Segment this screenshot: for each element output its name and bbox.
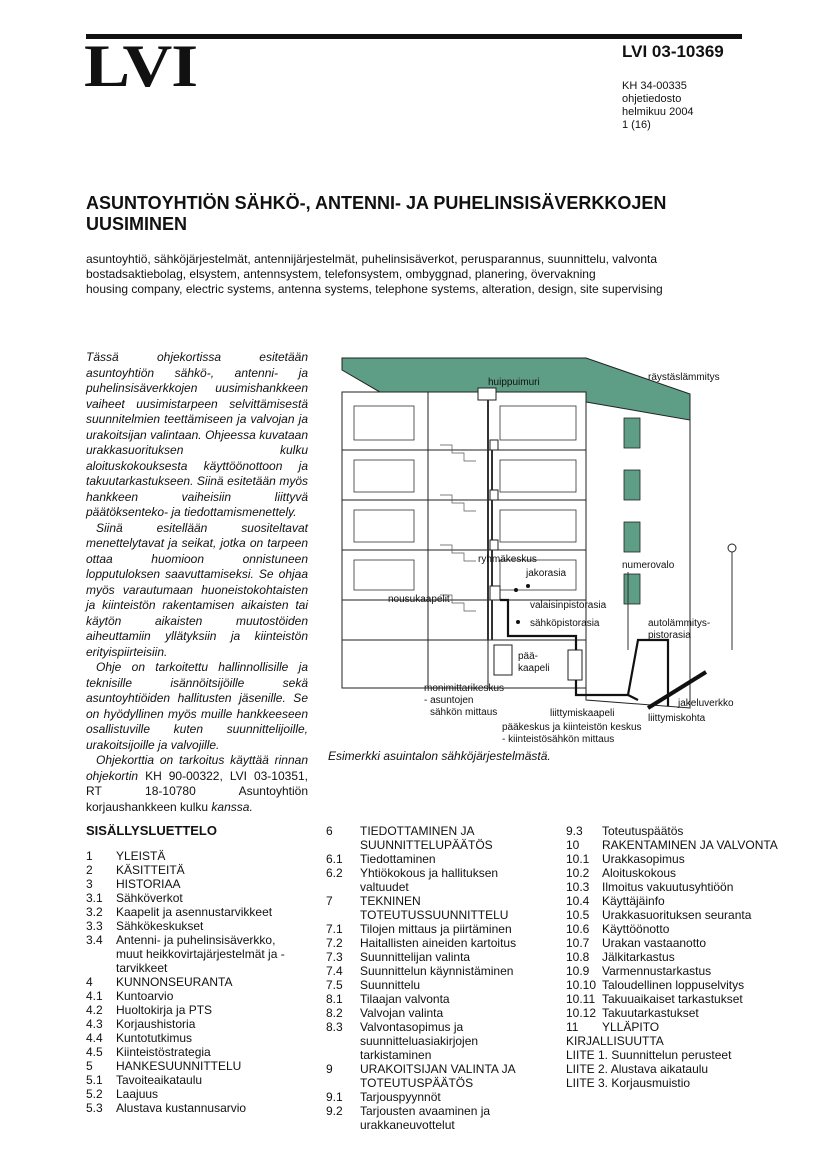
toc-column-2 bbox=[326, 824, 548, 1132]
toc-entry-number: 4.5 bbox=[86, 1045, 103, 1059]
toc-entry-title: Sähkökeskukset bbox=[116, 919, 204, 933]
label-paakeskus: pääkeskus ja kiinteistön keskus bbox=[502, 722, 642, 733]
toc-entry bbox=[326, 1104, 548, 1132]
toc-entry-title: Valvontasopimus ja suunnitteluasiakirjojen tarkistaminen bbox=[360, 1020, 479, 1062]
toc-entry-number: 7 bbox=[326, 894, 333, 908]
title-line-2: UUSIMINEN bbox=[86, 214, 188, 234]
toc-entry-title: TEKNINEN TOTEUTUSSUUNNITTELU bbox=[360, 894, 509, 922]
toc-entry bbox=[566, 992, 788, 1006]
toc-entry-title: Takuutarkastukset bbox=[602, 1006, 699, 1020]
toc-entry-title: URAKOITSIJAN VALINTA JA TOTEUTUSPÄÄTÖS bbox=[360, 1062, 515, 1090]
label-monimittari-2: - asuntojen bbox=[424, 695, 474, 706]
toc-entry bbox=[566, 950, 788, 964]
toc-entry-title: Haitallisten aineiden kartoitus bbox=[360, 936, 517, 950]
toc-entry-number: 9 bbox=[326, 1062, 333, 1076]
toc-entry-number: 4.3 bbox=[86, 1017, 103, 1031]
toc-entry-number: 5.1 bbox=[86, 1073, 103, 1087]
toc-entry-number: 2 bbox=[86, 863, 93, 877]
meta-code: KH 34-00335 bbox=[622, 80, 687, 92]
label-raystas: räystäslämmitys bbox=[648, 372, 720, 383]
toc-entry bbox=[86, 863, 296, 877]
toc-entry-title: Huoltokirja ja PTS bbox=[116, 1003, 213, 1017]
toc-entry bbox=[86, 919, 296, 933]
toc-entry-number: 8.2 bbox=[326, 1006, 343, 1020]
toc-entry bbox=[86, 849, 296, 863]
toc-entry-number: 8.1 bbox=[326, 992, 343, 1006]
meta-page: 1 (16) bbox=[622, 119, 651, 131]
intro-paragraph: Siinä esitellään suositeltavat menettelytavat ja seikat, jotka on tarpeen ottaa huomioon onnistuneen lopputuloksen saavuttamiseksi. Se ohjaa myös varautumaan huoneistokohtaisten ja kiinteistön rakentamisen aikaisten tai käytön aikaisten muutostöiden aiheuttamiin yllätyksiin ja kiinteistön erityispiirteisiin. bbox=[86, 520, 308, 659]
toc-entry-number: 4.4 bbox=[86, 1031, 103, 1045]
toc-entry bbox=[86, 1031, 296, 1045]
toc-entry bbox=[326, 1090, 548, 1104]
toc-entry-number: 6.2 bbox=[326, 866, 343, 880]
toc-entry bbox=[326, 894, 548, 922]
toc-heading: SISÄLLYSLUETTELO bbox=[86, 823, 217, 838]
building-front bbox=[342, 392, 586, 688]
toc-entry-title: Antenni- ja puhelinsisäverkko, muut heikkovirtajärjestelmät ja -tarvikkeet bbox=[116, 933, 285, 975]
toc-entry-title: Aloituskokous bbox=[602, 866, 677, 880]
toc-entry bbox=[326, 852, 548, 866]
toc-entry-title: KUNNONSEURANTA bbox=[116, 975, 233, 989]
junction-dot bbox=[526, 584, 530, 588]
toc-entry bbox=[86, 891, 296, 905]
toc-entry bbox=[86, 1003, 296, 1017]
toc-entry bbox=[86, 975, 296, 989]
toc-entry-number: 4 bbox=[86, 975, 93, 989]
label-liittymiskaapeli: liittymiskaapeli bbox=[550, 708, 615, 719]
toc-entry bbox=[86, 933, 296, 975]
intro-p4-end: kanssa. bbox=[211, 799, 253, 814]
toc-entry bbox=[566, 1020, 788, 1034]
toc-entry-number: 10.7 bbox=[566, 936, 590, 950]
label-monimittari: monimittarikeskus bbox=[424, 683, 505, 694]
toc-entry-title: KÄSITTEITÄ bbox=[116, 863, 185, 877]
toc-entry-number: 6.1 bbox=[326, 852, 343, 866]
toc-entry-title: Urakkasuorituksen seuranta bbox=[602, 908, 752, 922]
toc-entry bbox=[86, 989, 296, 1003]
toc-entry-title: Tilojen mittaus ja piirtäminen bbox=[360, 922, 512, 936]
toc-appendix: LIITE 3. Korjausmuistio bbox=[566, 1076, 691, 1090]
toc-entry bbox=[86, 1017, 296, 1031]
label-autolammitys: autolämmitys- bbox=[648, 618, 711, 629]
toc-entry-title: Jälkitarkastus bbox=[602, 950, 675, 964]
label-liittymiskohta: liittymiskohta bbox=[648, 713, 706, 724]
toc-entry-number: 8.3 bbox=[326, 1020, 343, 1034]
meta-type: ohjetiedosto bbox=[622, 93, 682, 105]
toc-appendix: LIITE 2. Alustava aikataulu bbox=[566, 1062, 709, 1076]
toc-entry-number: 3.1 bbox=[86, 891, 103, 905]
toc-entry-title: Korjaushistoria bbox=[116, 1017, 196, 1031]
toc-entry bbox=[566, 852, 788, 866]
toc-entry-title: Tavoiteaikataulu bbox=[116, 1073, 203, 1087]
label-autolammitys-2: pistorasia bbox=[648, 630, 691, 641]
toc-entry-number: 10.6 bbox=[566, 922, 590, 936]
label-huippuimuri: huippuimuri bbox=[488, 377, 540, 388]
meter-centre bbox=[494, 645, 512, 675]
label-valaisinpistorasia: valaisinpistorasia bbox=[530, 600, 607, 611]
toc-entry-number: 1 bbox=[86, 849, 93, 863]
toc-entry bbox=[86, 1073, 296, 1087]
toc-entry-number: 10.11 bbox=[566, 992, 596, 1006]
toc-entry bbox=[566, 964, 788, 978]
toc-entry bbox=[326, 1006, 548, 1020]
lamp-head bbox=[728, 544, 736, 552]
toc-entry-title: Kiinteistöstrategia bbox=[116, 1045, 211, 1059]
toc-entry bbox=[566, 936, 788, 950]
toc-entry bbox=[326, 922, 548, 936]
intro-references: KH 90-00322, LVI 03-10351, RT 18-10780 Asuntoyhtiön korjaushankkeen kulku bbox=[86, 768, 308, 814]
toc-entry-title: Sähköverkot bbox=[116, 891, 183, 905]
toc-entry-title: Tiedottaminen bbox=[360, 852, 436, 866]
toc-entry-number: 4.1 bbox=[86, 989, 103, 1003]
toc-entry bbox=[566, 838, 788, 852]
label-paakaapeli: pää- bbox=[518, 651, 539, 662]
toc-entry-number: 10.5 bbox=[566, 908, 590, 922]
toc-entry bbox=[86, 1087, 296, 1101]
toc-entry bbox=[326, 992, 548, 1006]
toc-entry-number: 3.4 bbox=[86, 933, 103, 947]
toc-entry-title: Kaapelit ja asennustarvikkeet bbox=[116, 905, 273, 919]
toc-entry bbox=[566, 978, 788, 992]
toc-entry bbox=[566, 880, 788, 894]
toc-entry-number: 10.4 bbox=[566, 894, 590, 908]
toc-entry-title: Tarjouspyynnöt bbox=[360, 1090, 441, 1104]
label-nousukaapelit: nousukaapelit bbox=[388, 594, 450, 605]
keywords bbox=[86, 252, 786, 297]
socket-dot bbox=[516, 620, 520, 624]
toc-entry-number: 6 bbox=[326, 824, 333, 838]
toc-entry bbox=[566, 908, 788, 922]
title-line-1: ASUNTOYHTIÖN SÄHKÖ-, ANTENNI- JA PUHELINSISÄVERKKOJEN bbox=[86, 193, 667, 213]
toc-entry-number: 9.2 bbox=[326, 1104, 343, 1118]
toc-entry-title: YLLÄPITO bbox=[602, 1020, 660, 1034]
toc-entry-number: 3.2 bbox=[86, 905, 103, 919]
toc-entry bbox=[326, 950, 548, 964]
toc-entry-number: 10.3 bbox=[566, 880, 590, 894]
toc-entry-title: Alustava kustannusarvio bbox=[116, 1101, 247, 1115]
toc-entry-number: 10 bbox=[566, 838, 580, 852]
toc-entry-number: 7.4 bbox=[326, 964, 343, 978]
toc-entry bbox=[326, 866, 548, 894]
label-sahkopistorasia: sähköpistorasia bbox=[530, 618, 600, 629]
toc-entry-title: Suunnittelun käynnistäminen bbox=[360, 964, 514, 978]
toc-entry-title: Takuuaikaiset tarkastukset bbox=[602, 992, 743, 1006]
label-paakeskus-2: - kiinteistösähkön mittaus bbox=[502, 734, 615, 745]
toc-entry-title: Yhtiökokous ja hallituksen valtuudet bbox=[360, 866, 499, 894]
toc-entry-number: 10.1 bbox=[566, 852, 590, 866]
toc-entry-title: Käyttäjäinfo bbox=[602, 894, 665, 908]
toc-entry-title: TIEDOTTAMINEN JA SUUNNITTELUPÄÄTÖS bbox=[360, 824, 493, 852]
toc-entry-number: 7.5 bbox=[326, 978, 343, 992]
toc-entry bbox=[566, 894, 788, 908]
toc-column-3 bbox=[566, 824, 788, 1090]
toc-column-1 bbox=[86, 824, 296, 1115]
toc-entry-title: Kuntoarvio bbox=[116, 989, 174, 1003]
label-monimittari-3: sähkön mittaus bbox=[430, 707, 498, 718]
toc-entry bbox=[86, 1101, 296, 1115]
toc-entry-title: Varmennustarkastus bbox=[602, 964, 712, 978]
toc-entry-title: Suunnittelijan valinta bbox=[360, 950, 471, 964]
lvi-logo: LVI bbox=[84, 33, 197, 99]
toc-entry-number: 4.2 bbox=[86, 1003, 103, 1017]
toc-entry bbox=[566, 922, 788, 936]
toc-entry-title: Tarjousten avaaminen ja urakkaneuvottelut bbox=[360, 1104, 491, 1132]
document-meta bbox=[622, 80, 694, 132]
toc-entry bbox=[326, 964, 548, 978]
main-switchboard bbox=[568, 650, 582, 680]
toc-entry-title: Suunnittelu bbox=[360, 978, 421, 992]
toc-entry-number: 5.3 bbox=[86, 1101, 103, 1115]
toc-entry bbox=[326, 824, 548, 852]
toc-entry-title: YLEISTÄ bbox=[116, 849, 166, 863]
intro-p4-start: Ohjekorttia on tarkoitus käyttää rinnan ohjekortin bbox=[86, 753, 308, 783]
roof-exhaust-fan bbox=[478, 388, 496, 400]
toc-entry-number: 9.1 bbox=[326, 1090, 343, 1104]
toc-entry bbox=[326, 978, 548, 992]
label-jakeluverkko: jakeluverkko bbox=[678, 698, 734, 709]
label-paakaapeli-2: kaapeli bbox=[518, 663, 550, 674]
toc-entry-number: 10.10 bbox=[566, 978, 597, 992]
toc-entry-number: 10.8 bbox=[566, 950, 590, 964]
toc-entry bbox=[86, 1045, 296, 1059]
keywords-sv: bostadsaktiebolag, elsystem, antennsystem, telefonsystem, ombyggnad, planering, övervakning bbox=[86, 267, 596, 281]
toc-entry bbox=[566, 866, 788, 880]
toc-entry-title: Urakan vastaanotto bbox=[602, 936, 707, 950]
toc-entry-number: 11 bbox=[566, 1020, 579, 1034]
toc-entry-number: 3 bbox=[86, 877, 93, 891]
toc-entry-title: Taloudellinen loppuselvitys bbox=[602, 978, 745, 992]
toc-entry bbox=[86, 1059, 296, 1073]
intro-paragraph: Tässä ohjekortissa esitetään asuntoyhtiön sähkö-, antenni- ja puhelinsisäverkkojen uusimishankkeen vaiheet uusimistarpeen selvittämisestä suunnitelmien teettämiseen ja valvojan ja urakoitsijan valintaan. Ohjeessa kuvataan urakkasuorituksen kulku aloituskokouksesta käyttöönottoon ja takuutarkastukseen. Siinä esitetään myös hankkeen vaiheisiin liittyvä päätöksenteko- ja tiedottamismenettely. bbox=[86, 350, 308, 519]
toc-entry-number: 10.12 bbox=[566, 1006, 597, 1020]
keywords-en: housing company, electric systems, antenna systems, telephone systems, alteration, design, site supervising bbox=[86, 282, 663, 296]
toc-entry-number: 3.3 bbox=[86, 919, 103, 933]
label-ryhmakeskus: ryhmäkeskus bbox=[478, 554, 537, 565]
toc-entry-title: RAKENTAMINEN JA VALVONTA bbox=[602, 838, 778, 852]
meta-date: helmikuu 2004 bbox=[622, 106, 694, 118]
toc-entry-number: 7.3 bbox=[326, 950, 343, 964]
toc-literature: KIRJALLISUUTTA bbox=[566, 1034, 664, 1048]
toc-entry-title: HISTORIAA bbox=[116, 877, 181, 891]
toc-entry-title: Ilmoitus vakuutusyhtiöön bbox=[602, 880, 734, 894]
toc-entry-title: Käyttöönotto bbox=[602, 922, 670, 936]
toc-entry-number: 9.3 bbox=[566, 824, 583, 838]
toc-entry bbox=[566, 1006, 788, 1020]
electrical-system-figure bbox=[328, 350, 748, 750]
toc-entry bbox=[326, 1062, 548, 1090]
toc-entry-number: 5.2 bbox=[86, 1087, 103, 1101]
toc-entry-number: 10.2 bbox=[566, 866, 590, 880]
toc-entry-title: Tilaajan valvonta bbox=[360, 992, 450, 1006]
figure-caption: Esimerkki asuintalon sähköjärjestelmästä. bbox=[328, 749, 551, 763]
toc-appendix: LIITE 1. Suunnittelun perusteet bbox=[566, 1048, 732, 1062]
keywords-fi: asuntoyhtiö, sähköjärjestelmät, antennijärjestelmät, puhelinsisäverkot, perusparannus, suunnittelu, valvonta bbox=[86, 252, 657, 266]
toc-entry-title: Valvojan valinta bbox=[360, 1006, 444, 1020]
toc-entry-title: Laajuus bbox=[116, 1087, 159, 1101]
toc-entry bbox=[86, 877, 296, 891]
lamp-dot bbox=[514, 588, 518, 592]
label-numerovalo: numerovalo bbox=[622, 560, 675, 571]
toc-entry bbox=[326, 1020, 548, 1062]
toc-entry-number: 7.2 bbox=[326, 936, 343, 950]
toc-entry-number: 5 bbox=[86, 1059, 93, 1073]
toc-entry bbox=[86, 905, 296, 919]
label-jakorasia: jakorasia bbox=[526, 568, 567, 579]
intro-text bbox=[86, 350, 308, 815]
toc-entry-number: 7.1 bbox=[326, 922, 343, 936]
toc-entry bbox=[326, 936, 548, 950]
intro-paragraph: Ohje on tarkoitettu hallinnollisille ja teknisille isännöitsijöille sekä asuntoyhtiöiden hallitusten jäsenille. Se on hyödyllinen myös muille hankkeeseen osallistuville kuten suunnittelijoille, urakoitsijoille ja valvojille. bbox=[86, 660, 308, 752]
toc-entry-title: Toteutuspäätös bbox=[602, 824, 684, 838]
toc-entry-title: HANKESUUNNITTELU bbox=[116, 1059, 242, 1073]
page-title bbox=[86, 193, 746, 235]
intro-paragraph bbox=[86, 753, 308, 815]
toc-entry-title: Urakkasopimus bbox=[602, 852, 685, 866]
document-number: LVI 03-10369 bbox=[622, 42, 724, 61]
toc-entry-number: 10.9 bbox=[566, 964, 590, 978]
toc-entry bbox=[566, 824, 788, 838]
toc-entry-title: Kuntotutkimus bbox=[116, 1031, 193, 1045]
